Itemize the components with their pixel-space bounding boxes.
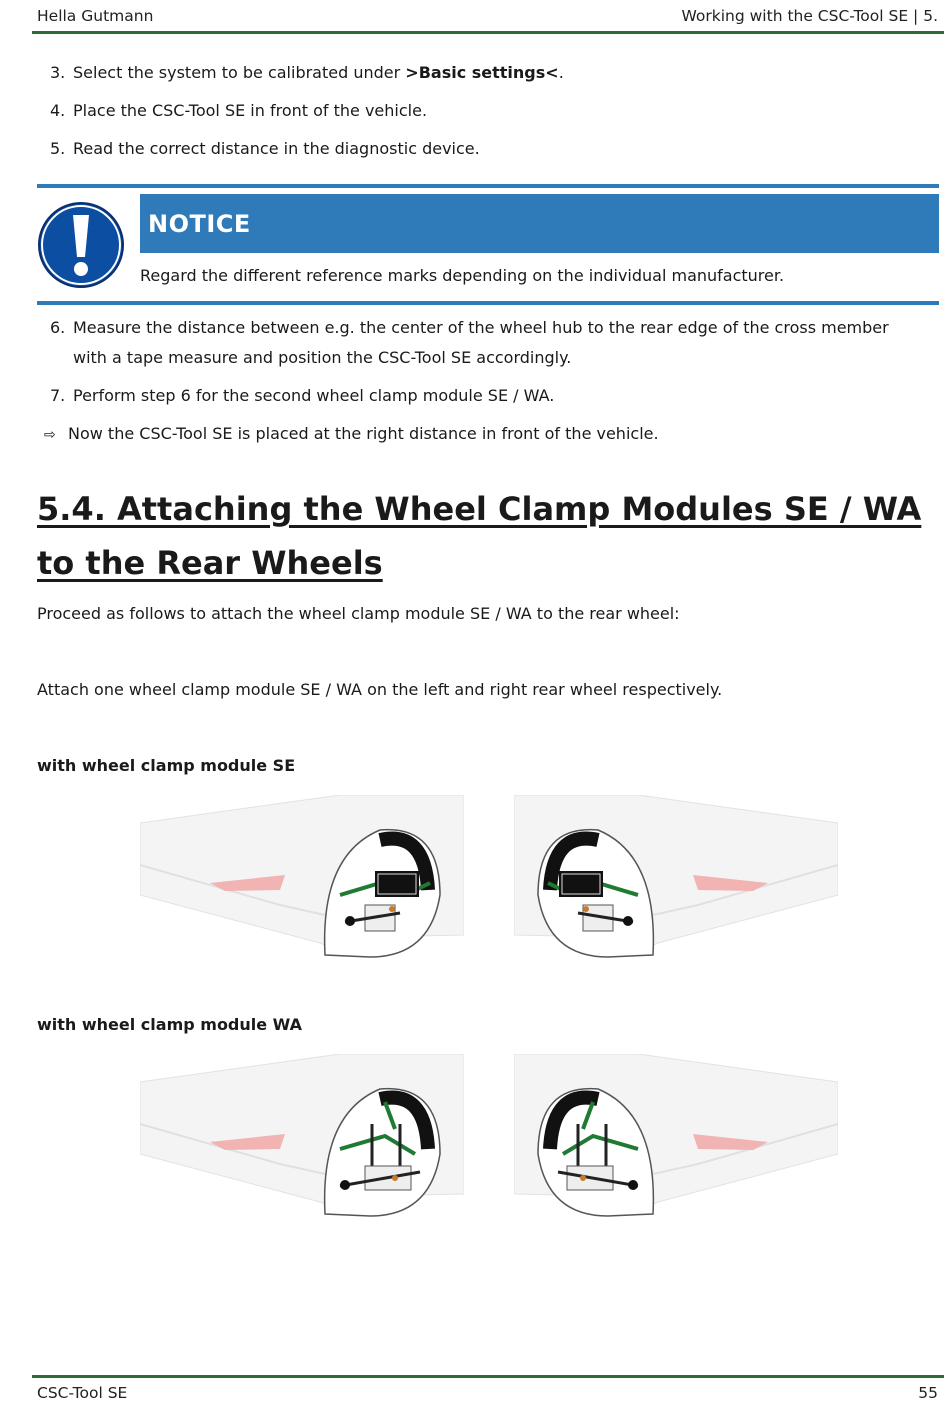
subhead-se: with wheel clamp module SE: [37, 756, 296, 775]
header-rule: [32, 31, 944, 34]
step-number: 7.: [50, 386, 66, 405]
page-number: 55: [918, 1384, 938, 1402]
step-number: 3.: [50, 63, 66, 82]
exclamation-icon: [37, 201, 125, 289]
menu-path: >Basic settings<: [405, 63, 559, 82]
notice-rule-bottom: [37, 301, 939, 305]
step-7: [50, 381, 554, 411]
step-5: [50, 134, 480, 164]
step-number: 5.: [50, 139, 66, 158]
figure-wa-right: [514, 1054, 838, 1219]
step-text: Measure the distance between e.g. the center of the wheel hub to the rear edge of the cross member with a tape measure and position the CSC-Tool SE accordingly.: [73, 318, 889, 367]
notice-text: Regard the different reference marks depending on the individual manufacturer.: [140, 266, 785, 285]
section-instruction: Attach one wheel clamp module SE / WA on the left and right rear wheel respectively.: [37, 680, 723, 699]
header-right: Working with the CSC-Tool SE | 5.: [681, 7, 938, 25]
arrow-right-icon: ⇨: [44, 427, 56, 443]
step-4: [50, 96, 427, 126]
result-line: [44, 419, 659, 450]
section-title: 5.4. Attaching the Wheel Clamp Modules SE / WA to the Rear Wheels: [37, 490, 922, 582]
figure-wa-left: [140, 1054, 464, 1219]
subhead-wa: with wheel clamp module WA: [37, 1015, 302, 1034]
step-text: Place the CSC-Tool SE in front of the vehicle.: [73, 101, 428, 120]
header-left: Hella Gutmann: [37, 7, 154, 25]
step-6: [50, 313, 910, 373]
step-text: Read the correct distance in the diagnostic device.: [73, 139, 480, 158]
step-text: [73, 58, 564, 88]
figure-se-left: [140, 795, 464, 960]
footer-left: CSC-Tool SE: [37, 1384, 128, 1402]
step-text-part: .: [558, 63, 564, 82]
figure-se-right: [514, 795, 838, 960]
notice-title: NOTICE: [140, 194, 939, 253]
step-number: 4.: [50, 101, 66, 120]
step-text: Perform step 6 for the second wheel clamp module SE / WA.: [73, 386, 555, 405]
footer-rule: [32, 1375, 944, 1378]
step-3: [50, 58, 564, 88]
step-text-part: Select the system to be calibrated under: [73, 63, 406, 82]
notice-rule-top: [37, 184, 939, 188]
section-intro: Proceed as follows to attach the wheel clamp module SE / WA to the rear wheel:: [37, 604, 680, 623]
step-number: 6.: [50, 318, 66, 337]
result-text: Now the CSC-Tool SE is placed at the right distance in front of the vehicle.: [68, 424, 659, 443]
